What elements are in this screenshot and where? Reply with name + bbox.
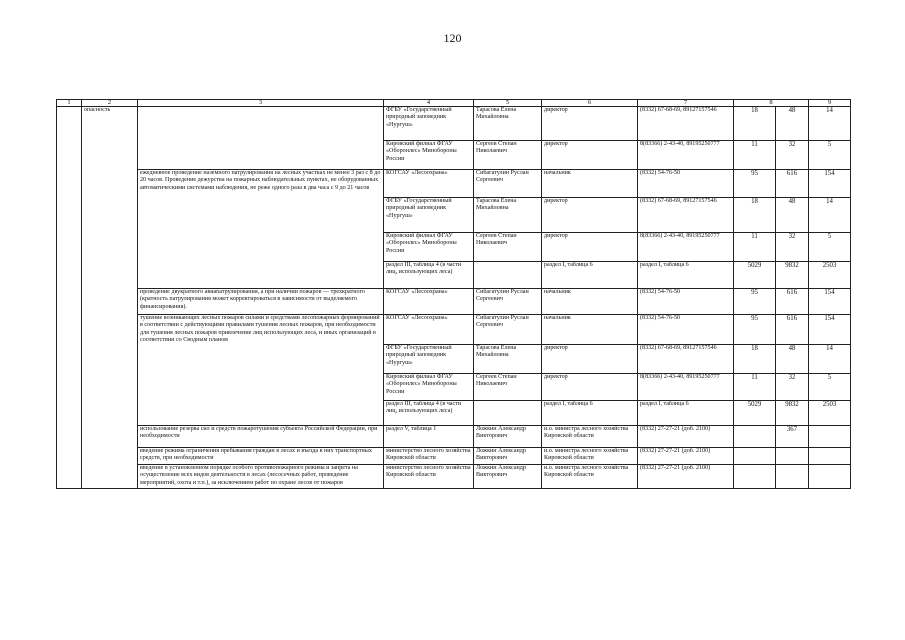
position-cell: директор <box>542 141 638 170</box>
table-row <box>57 426 851 448</box>
value-cell <box>734 448 776 465</box>
position-cell: начальник <box>542 170 638 198</box>
value-cell: 11 <box>734 374 776 401</box>
value-cell: 367 <box>776 426 809 448</box>
responsible-person-cell: Сергеев Степан Николаевич <box>474 233 542 262</box>
value-cell: 32 <box>776 141 809 170</box>
phone-cell: (8332) 67-68-69, 89127157546 <box>638 345 734 374</box>
phone-cell: (8332) 54-76-50 <box>638 170 734 198</box>
responsible-person-cell: Ложкин Александр Викторович <box>474 426 542 448</box>
responsible-person-cell: Сибагатулин Руслан Сергеевич <box>474 170 542 198</box>
value-cell: 616 <box>776 170 809 198</box>
position-cell: директор <box>542 345 638 374</box>
table-row <box>57 465 851 489</box>
value-cell: 48 <box>776 107 809 141</box>
value-cell: 48 <box>776 198 809 233</box>
responsible-person-cell <box>474 401 542 426</box>
table-row <box>57 107 851 141</box>
column-number-row <box>57 100 851 107</box>
value-cell <box>734 426 776 448</box>
phone-cell: раздел I, таблица 6 <box>638 262 734 289</box>
value-cell: 18 <box>734 345 776 374</box>
position-cell: директор <box>542 198 638 233</box>
hazard-class-cell: опасность <box>82 107 138 489</box>
header-cell: 7 <box>638 100 734 107</box>
header-cell: 5 <box>474 100 542 107</box>
organization-cell: раздел III, таблица 4 (в части лиц, использующих леса) <box>384 262 474 289</box>
header-cell: 2 <box>82 100 138 107</box>
responsible-person-cell: Сибагатулин Руслан Сергеевич <box>474 289 542 315</box>
value-cell <box>809 465 851 489</box>
header-cell: 8 <box>734 100 809 107</box>
value-cell: 14 <box>809 107 851 141</box>
position-cell: и.о. министра лесного хозяйства Кировской области <box>542 448 638 465</box>
responsible-person-cell: Ложкин Александр Викторович <box>474 465 542 489</box>
table-row <box>57 170 851 198</box>
page-number: 120 <box>443 31 462 45</box>
value-cell: 154 <box>809 170 851 198</box>
position-cell: начальник <box>542 315 638 345</box>
organization-cell: КОГСАУ «Лесоохрана» <box>384 170 474 198</box>
value-cell: 95 <box>734 289 776 315</box>
fire-measures-table <box>56 99 851 489</box>
value-cell <box>776 448 809 465</box>
organization-cell: раздел V, таблица 1 <box>384 426 474 448</box>
responsible-person-cell: Ложкин Александр Викторович <box>474 448 542 465</box>
organization-cell: КОГСАУ «Лесоохрана» <box>384 315 474 345</box>
responsible-person-cell: Сибагатулин Руслан Сергеевич <box>474 315 542 345</box>
value-cell: 11 <box>734 141 776 170</box>
phone-cell: (8332) 67-68-69, 89127157546 <box>638 198 734 233</box>
responsible-person-cell: Тарасова Елена Михайловна <box>474 198 542 233</box>
organization-cell: ФГБУ «Государственный природный заповедник «Нургуш» <box>384 198 474 233</box>
value-cell: 32 <box>776 374 809 401</box>
organization-cell: Кировский филиал ФГАУ «Оборонлес» Минобороны России <box>384 374 474 401</box>
value-cell: 2503 <box>809 262 851 289</box>
measure-cell: использование резерва сил и средств пожаротушения субъекта Российской Федерации, при необходимости <box>138 426 384 448</box>
responsible-person-cell: Сергеев Степан Николаевич <box>474 374 542 401</box>
phone-cell: 8(83366) 2-43-40, 89195250777 <box>638 141 734 170</box>
value-cell: 95 <box>734 315 776 345</box>
measure-cell: ежедневное проведение наземного патрулирования на лесных участках не менее 3 раз с 8 до 20 часов. Проведение дежурства на пожарных наблюдательных пунктах, не оборудованных автоматическими системами наблюдения, не реже одного раза в два часа с 9 до 21 часов <box>138 170 384 289</box>
responsible-person-cell: Сергеев Степан Николаевич <box>474 141 542 170</box>
organization-cell: Кировский филиал ФГАУ «Оборонлес» Минобороны России <box>384 141 474 170</box>
position-cell: раздел I, таблица 6 <box>542 262 638 289</box>
value-cell: 616 <box>776 315 809 345</box>
value-cell: 95 <box>734 170 776 198</box>
value-cell: 9832 <box>776 401 809 426</box>
value-cell: 5 <box>809 141 851 170</box>
position-cell: директор <box>542 374 638 401</box>
position-cell: директор <box>542 107 638 141</box>
measure-cell: проведение двукратного авиапатрулирования, а при наличии пожаров — трехкратного (кратность патрулирования может корректироваться в зависимости от выделяемого финансирования). <box>138 289 384 315</box>
organization-cell: Кировский филиал ФГАУ «Оборонлес» Минобороны России <box>384 233 474 262</box>
measure-cell: введение режима ограничения пребывания граждан в лесах и въезда в них транспортных средств, при необходимости <box>138 448 384 465</box>
value-cell: 14 <box>809 198 851 233</box>
phone-cell: (8332) 67-68-69, 89127157546 <box>638 107 734 141</box>
phone-cell: (8332) 27-27-21 (доб. 2100) <box>638 448 734 465</box>
row-number-cell <box>57 107 82 489</box>
header-cell: 1 <box>57 100 82 107</box>
value-cell: 11 <box>734 233 776 262</box>
value-cell: 18 <box>734 198 776 233</box>
organization-cell: министерство лесного хозяйства Кировской области <box>384 465 474 489</box>
table-row <box>57 315 851 345</box>
position-cell: директор <box>542 233 638 262</box>
position-cell: раздел I, таблица 6 <box>542 401 638 426</box>
value-cell: 9832 <box>776 262 809 289</box>
value-cell: 5 <box>809 233 851 262</box>
header-cell: 6 <box>542 100 638 107</box>
value-cell: 5029 <box>734 262 776 289</box>
header-cell: 9 <box>809 100 851 107</box>
responsible-person-cell <box>474 262 542 289</box>
position-cell: начальник <box>542 289 638 315</box>
header-cell: 3 <box>138 100 384 107</box>
value-cell: 5 <box>809 374 851 401</box>
phone-cell: (8332) 54-76-50 <box>638 289 734 315</box>
measure-cell: тушение возникающих лесных пожаров силами и средствами лесопожарных формирований в соответствии с действующими правилами тушения лесных пожаров, при необходимости для тушения лесных пожаров привлечение лиц использующих леса, и иных организаций в соответствии со Сводным планом <box>138 315 384 426</box>
phone-cell: раздел I, таблица 6 <box>638 401 734 426</box>
table-row <box>57 448 851 465</box>
value-cell <box>734 465 776 489</box>
table-row <box>57 289 851 315</box>
value-cell: 14 <box>809 345 851 374</box>
organization-cell: КОГСАУ «Лесоохрана» <box>384 289 474 315</box>
value-cell: 48 <box>776 345 809 374</box>
responsible-person-cell: Тарасова Елена Михайловна <box>474 107 542 141</box>
value-cell: 2503 <box>809 401 851 426</box>
value-cell: 616 <box>776 289 809 315</box>
organization-cell: министерство лесного хозяйства Кировской области <box>384 448 474 465</box>
phone-cell: (8332) 27-27-21 (доб. 2100) <box>638 426 734 448</box>
measure-cell: введение в установленном порядке особого противопожарного режима и запрета на осуществление всех видов деятельности в лесах (лесосечных работ, проведение мероприятий, охота и т.п.), за исключением работ по охране лесов от пожаров <box>138 465 384 489</box>
value-cell: 18 <box>734 107 776 141</box>
position-cell: и.о. министра лесного хозяйства Кировской области <box>542 426 638 448</box>
value-cell <box>776 465 809 489</box>
position-cell: и.о. министра лесного хозяйства Кировской области <box>542 465 638 489</box>
value-cell: 32 <box>776 233 809 262</box>
value-cell <box>809 426 851 448</box>
header-cell: 4 <box>384 100 474 107</box>
value-cell <box>809 448 851 465</box>
value-cell: 5029 <box>734 401 776 426</box>
measure-cell <box>138 107 384 170</box>
phone-cell: (8332) 27-27-21 (доб. 2100) <box>638 465 734 489</box>
phone-cell: 8(83366) 2-43-40, 89195250777 <box>638 374 734 401</box>
organization-cell: раздел III, таблица 4 (в части лиц, использующих леса) <box>384 401 474 426</box>
value-cell: 154 <box>809 315 851 345</box>
value-cell: 154 <box>809 289 851 315</box>
phone-cell: 8(83366) 2-43-40, 89195250777 <box>638 233 734 262</box>
phone-cell: (8332) 54-76-50 <box>638 315 734 345</box>
responsible-person-cell: Тарасова Елена Михайловна <box>474 345 542 374</box>
organization-cell: ФГБУ «Государственный природный заповедник «Нургуш» <box>384 107 474 141</box>
organization-cell: ФГБУ «Государственный природный заповедник «Нургуш» <box>384 345 474 374</box>
